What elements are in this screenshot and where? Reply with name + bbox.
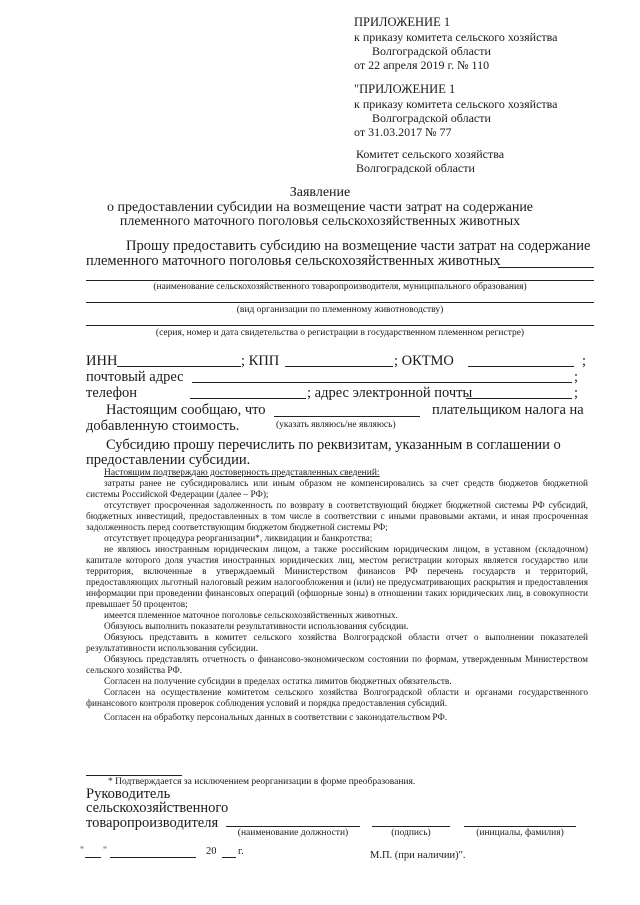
caption-cert: (серия, номер и дата свидетельства о регистрации в государственном племенном регистре) [155,328,525,338]
title-line3: племенного маточного поголовья сельскохозяйственных животных [119,214,521,229]
position-field[interactable] [226,826,360,827]
request-line2: племенного маточного поголовья сельскохозяйственных животных [86,253,501,269]
tax-line1a: Настоящим сообщаю, что [106,402,266,418]
phone-field[interactable] [190,398,306,399]
paragraph: Согласен на осуществление комитетом сельского хозяйства Волгоградской области и органами государственного финансового контроля проверок соблюдения условий и порядка предоставления субсидий. [86,688,588,709]
tax-line2: добавленную стоимость. [86,418,240,434]
title-line2: о предоставлении субсидии на возмещение части затрат на содержание [106,200,534,215]
date-year-suffix: г. [238,846,244,857]
signature-line3: товаропроизводителя [86,815,219,831]
paragraph: имеется племенное маточное поголовье сельскохозяйственных животных. [104,611,398,621]
email-field[interactable] [466,398,572,399]
paragraph: Обязуюсь представлять отчетность о финансово-экономическом состоянии по формам, утвержденным Министерством сельского хозяйства РФ. [86,655,588,676]
request-fill-line [498,267,594,268]
recipient-line1: Комитет сельского хозяйства [356,147,505,161]
date-quote-close: " [103,846,107,856]
transfer-line1: Субсидию прошу перечислить по реквизитам, указанным в соглашении о [106,437,561,453]
signature-line1: Руководитель [86,786,171,802]
caption-fullname: (инициалы, фамилия) [476,828,564,838]
header2-line2: к приказу комитета сельского хозяйства [354,97,558,111]
postal-label: почтовый адрес [86,369,184,385]
stamp-note: М.П. (при наличии)". [370,850,466,861]
kpp-label: ; КПП [241,353,280,369]
cert-line [86,325,594,326]
caption-name: (наименование сельскохозяйственного товаропроизводителя, муниципального образования) [153,282,527,292]
date-year-field[interactable] [222,857,236,858]
header1-line3: Волгоградской области [372,44,491,58]
name-field[interactable] [464,826,576,827]
header2-line3: Волгоградской области [372,111,491,125]
paragraph: Обязуюсь выполнить показатели результативности использования субсидии. [104,622,409,632]
caption-sign: (подпись) [391,828,431,838]
header2-line4: от 31.03.2017 № 77 [354,125,452,139]
date-year-prefix: 20 [206,846,217,857]
confirm-paragraphs [86,479,588,724]
kpp-field[interactable] [285,366,393,367]
date-quote-open: " [80,846,84,856]
date-month-field[interactable] [110,857,196,858]
phone-label: телефон [86,385,138,401]
recipient-line2: Волгоградской области [356,161,475,175]
inn-field[interactable] [117,366,241,367]
footnote-divider [86,775,182,776]
paragraph: отсутствует просроченная задолженность по возврату в соответствующий бюджет бюджетной системы РФ субсидий, бюджетных инвестиций, предоставленных в том числе в соответствии с иными правовыми актами, и иная просроченная задолженность перед соответствующим бюджетом бюджетной системы РФ; [86,501,588,533]
tax-caption: (указать являюсь/не являюсь) [276,420,396,430]
signature-line2: сельскохозяйственного [86,800,229,816]
tax-status-field[interactable] [274,416,420,417]
postal-field[interactable] [192,382,572,383]
caption-position: (наименование должности) [237,828,349,838]
header2-line1: "ПРИЛОЖЕНИЕ 1 [354,82,456,96]
document-title: Заявление [289,185,351,200]
email-semicolon: ; [574,385,579,401]
name-line [86,280,594,281]
org-line [86,302,594,303]
header1-line4: от 22 апреля 2019 г. № 110 [354,58,490,72]
paragraph: затраты ранее не субсидировались или иным образом не компенсировались за счет средств бюджетов бюджетной системы Российской Федерации (далее – РФ); [86,479,588,500]
request-line1: Прошу предоставить субсидию на возмещение части затрат на содержание [126,238,591,254]
paragraph: Согласен на обработку персональных данных в соответствии с законодательством РФ. [104,713,448,723]
postal-semicolon: ; [574,369,579,385]
caption-org: (вид организации по племенному животноводству) [236,305,444,315]
footnote: * Подтверждается за исключением реорганизации в форме преобразования. [108,777,416,787]
oktmo-label: ; ОКТМО [394,353,454,369]
sign-field[interactable] [372,826,450,827]
paragraph: Обязуюсь представить в комитет сельского хозяйства Волгоградской области отчет о выполнении показателей результативности использования субсидии. [86,633,588,654]
tax-line1b: плательщиком налога на [432,402,584,418]
date-day-field[interactable] [85,857,101,858]
oktmo-semicolon: ; [582,353,587,369]
inn-label: ИНН [86,353,118,369]
transfer-line2: предоставлении субсидии. [86,452,251,468]
paragraph: отсутствует процедура реорганизации*, ликвидации и банкротства; [104,534,373,544]
email-label: ; адрес электронной почты [307,385,473,401]
header1-line1: ПРИЛОЖЕНИЕ 1 [354,15,451,29]
paragraph: Согласен на получение субсидии в пределах остатка лимитов бюджетных обязательств. [104,677,452,687]
header1-line2: к приказу комитета сельского хозяйства [354,30,558,44]
oktmo-field[interactable] [468,366,574,367]
confirm-heading: Настоящим подтверждаю достоверность представленных сведений: [104,468,380,478]
paragraph: не являюсь иностранным юридическим лицом, а также российским юридическим лицом, в уставном (складочном) капитале которого доля участия иностранных юридических лиц, местом регистрации которых является государство или территория, включенные в утверждаемый Министерством финансов РФ перечень государств и территорий, предоставляющих льготный налоговый режим налогообложения и (или) не предусматривающих раскрытия и предоставления информации при проведении финансовых операций (офшорные зоны) в отношении таких юридических лиц, в совокупности превышает 50 процентов; [86,545,588,610]
